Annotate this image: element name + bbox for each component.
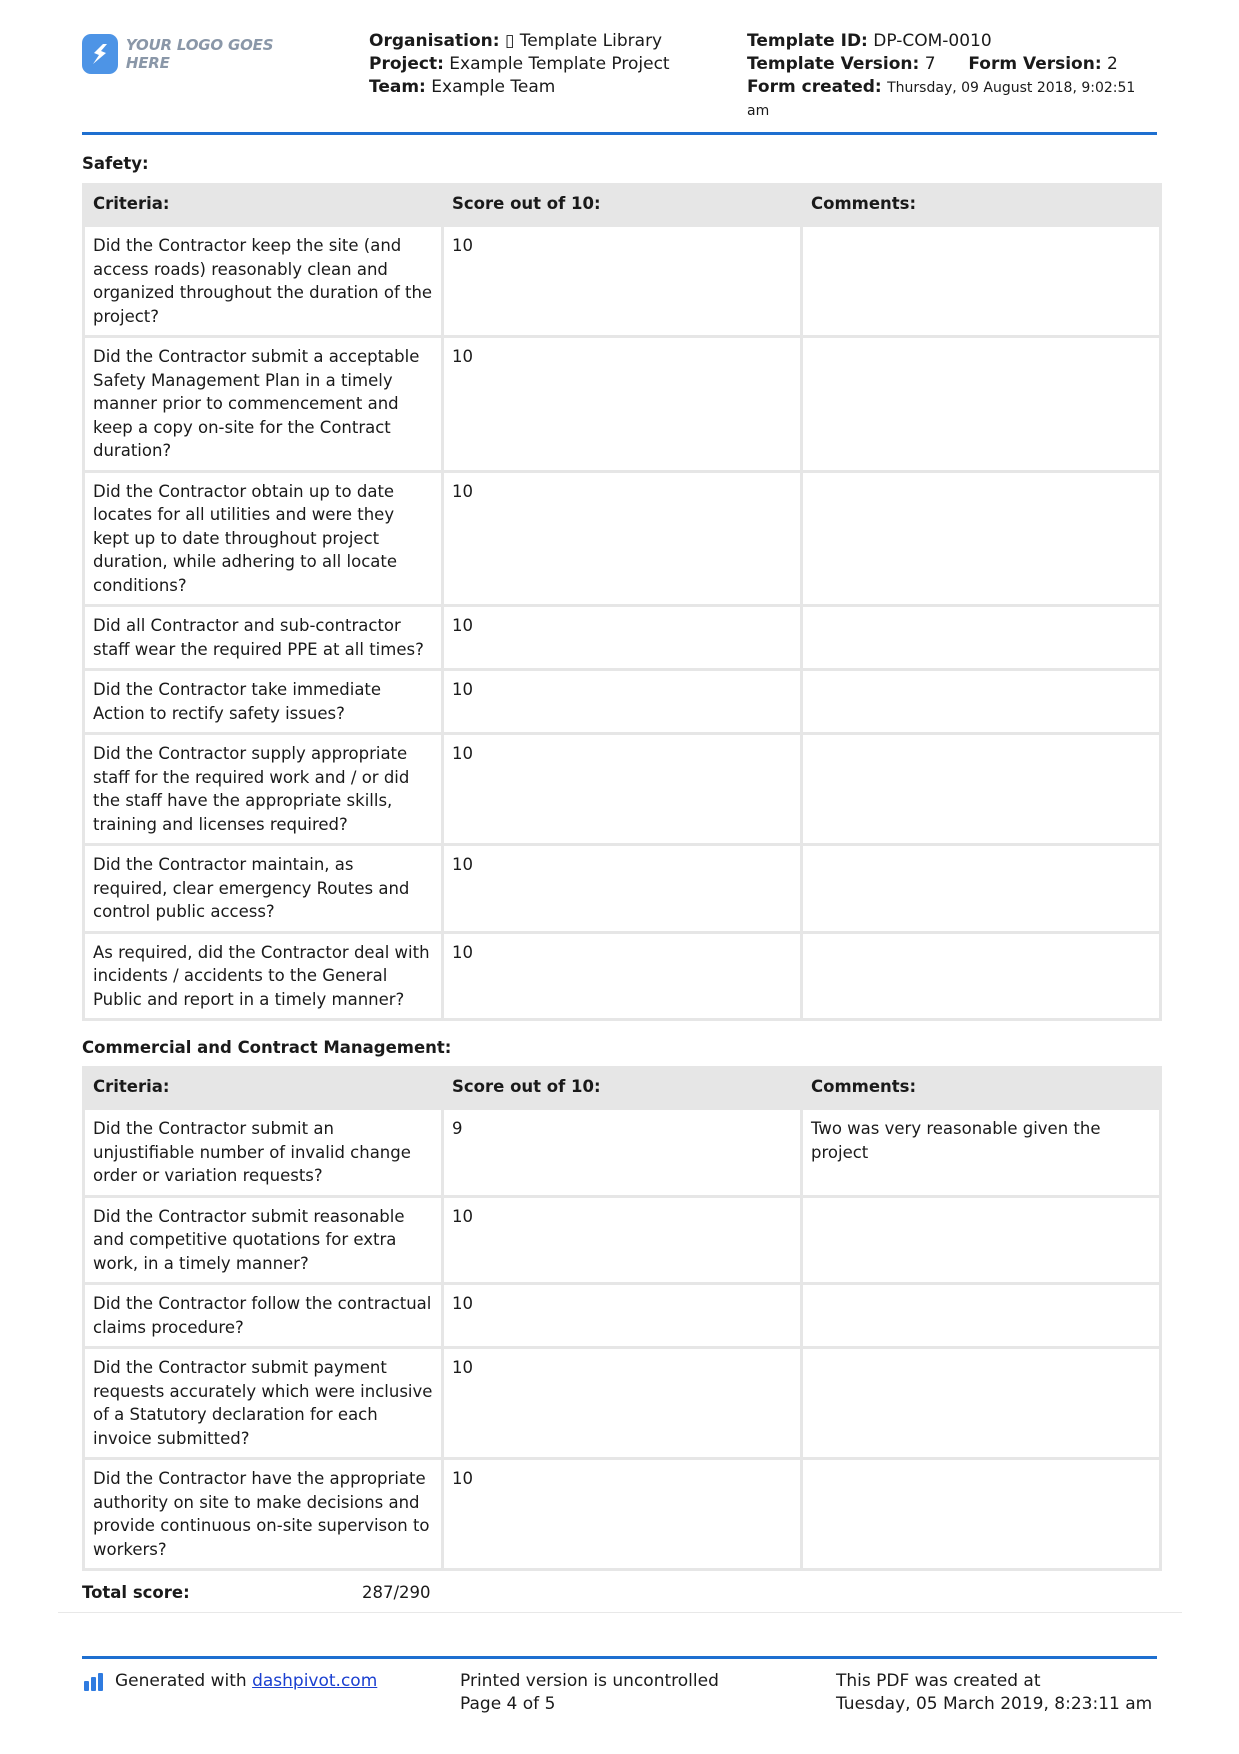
criteria-cell: Did all Contractor and sub-contractor staff wear the required PPE at all times? xyxy=(84,606,443,670)
project-label: Project: xyxy=(369,54,444,74)
score-header: Score out of 10: xyxy=(443,185,802,226)
score-cell: 10 xyxy=(443,1459,802,1570)
score-cell: 10 xyxy=(443,845,802,933)
score-cell: 10 xyxy=(443,1284,802,1348)
criteria-cell: Did the Contractor supply appropriate staff for the required work and / or did the staff have the appropriate skills, training and licenses required? xyxy=(84,734,443,845)
table-header-row xyxy=(84,185,1161,226)
table-row xyxy=(84,606,1161,670)
template-id-value: DP-COM-0010 xyxy=(873,31,992,51)
comment-cell xyxy=(802,471,1161,606)
comments-header: Comments: xyxy=(802,185,1161,226)
table-row xyxy=(84,734,1161,845)
table-row xyxy=(84,1284,1161,1348)
criteria-cell: Did the Contractor take immediate Action to rectify safety issues? xyxy=(84,670,443,734)
table-row xyxy=(84,932,1161,1020)
table-row xyxy=(84,1459,1161,1570)
form-created-value-cont: am xyxy=(747,103,770,119)
organisation-line xyxy=(369,30,670,53)
table-row xyxy=(84,226,1161,337)
total-score-value: 287/290 xyxy=(362,1583,431,1602)
comment-cell xyxy=(802,1284,1161,1348)
comment-cell xyxy=(802,606,1161,670)
commercial-table xyxy=(82,1066,1162,1571)
header-template-block xyxy=(747,30,1147,123)
form-created-label: Form created: xyxy=(747,77,882,97)
footer-created xyxy=(836,1670,1152,1716)
comments-header: Comments: xyxy=(802,1068,1161,1109)
template-id-label: Template ID: xyxy=(747,31,868,51)
footer-page-info xyxy=(460,1670,719,1716)
logo-icon xyxy=(82,34,118,74)
score-cell: 10 xyxy=(443,1348,802,1459)
form-created-value: Thursday, 09 August 2018, 9:02:51 xyxy=(887,80,1136,96)
project-value: Example Template Project xyxy=(449,54,670,74)
template-version-label: Template Version: xyxy=(747,54,920,74)
organisation-value: ▯ Template Library xyxy=(504,31,663,51)
safety-section-title: Safety: xyxy=(82,154,149,173)
criteria-cell: As required, did the Contractor deal with incidents / accidents to the General Public and report in a timely manner? xyxy=(84,932,443,1020)
criteria-cell: Did the Contractor follow the contractual claims procedure? xyxy=(84,1284,443,1348)
criteria-cell: Did the Contractor keep the site (and access roads) reasonably clean and organized throughout the duration of the project? xyxy=(84,226,443,337)
criteria-cell: Did the Contractor submit an unjustifiable number of invalid change order or variation requests? xyxy=(84,1109,443,1197)
uncontrolled-notice: Printed version is uncontrolled xyxy=(460,1671,719,1691)
score-cell: 10 xyxy=(443,1196,802,1284)
comment-cell xyxy=(802,845,1161,933)
form-version-label: Form Version: xyxy=(968,54,1102,74)
score-cell: 10 xyxy=(443,471,802,606)
comment-cell xyxy=(802,337,1161,472)
score-cell: 10 xyxy=(443,606,802,670)
dashpivot-icon xyxy=(84,1673,105,1691)
table-header-row xyxy=(84,1068,1161,1109)
table-row xyxy=(84,1109,1161,1197)
template-version-value: 7 xyxy=(924,54,936,74)
dashpivot-link[interactable]: dashpivot.com xyxy=(252,1671,378,1691)
score-header: Score out of 10: xyxy=(443,1068,802,1109)
pdf-created-label: This PDF was created at xyxy=(836,1671,1041,1691)
logo-text: YOUR LOGO GOES HERE xyxy=(125,36,274,72)
table-row xyxy=(84,670,1161,734)
score-cell: 10 xyxy=(443,337,802,472)
total-score-label: Total score: xyxy=(82,1583,190,1602)
content-end-divider xyxy=(58,1612,1182,1613)
organisation-label: Organisation: xyxy=(369,31,500,51)
criteria-header: Criteria: xyxy=(84,185,443,226)
comment-cell xyxy=(802,670,1161,734)
pdf-created-value: Tuesday, 05 March 2019, 8:23:11 am xyxy=(836,1694,1153,1714)
table-row xyxy=(84,1196,1161,1284)
template-id-line xyxy=(747,30,1147,53)
comment-cell xyxy=(802,226,1161,337)
page-number: Page 4 of 5 xyxy=(460,1694,556,1714)
criteria-cell: Did the Contractor submit reasonable and competitive quotations for extra work, in a timely manner? xyxy=(84,1196,443,1284)
criteria-cell: Did the Contractor submit payment requests accurately which were inclusive of a Statutory declaration for each invoice submitted? xyxy=(84,1348,443,1459)
project-line xyxy=(369,53,670,76)
header-divider xyxy=(82,132,1157,135)
criteria-cell: Did the Contractor submit a acceptable Safety Management Plan in a timely manner prior to commencement and keep a copy on-site for the Contract duration? xyxy=(84,337,443,472)
team-label: Team: xyxy=(369,77,426,97)
comment-cell xyxy=(802,1196,1161,1284)
version-line xyxy=(747,53,1147,76)
commercial-section-title: Commercial and Contract Management: xyxy=(82,1038,452,1057)
criteria-cell: Did the Contractor have the appropriate authority on site to make decisions and provide continuous on-site supervison to workers? xyxy=(84,1459,443,1570)
score-cell: 10 xyxy=(443,226,802,337)
criteria-cell: Did the Contractor obtain up to date locates for all utilities and were they kept up to date throughout project duration, while adhering to all locate conditions? xyxy=(84,471,443,606)
score-cell: 9 xyxy=(443,1109,802,1197)
form-created-line xyxy=(747,76,1147,100)
comment-cell xyxy=(802,734,1161,845)
footer-generated xyxy=(84,1670,377,1693)
safety-table xyxy=(82,183,1162,1021)
comment-cell: Two was very reasonable given the project xyxy=(802,1109,1161,1197)
comment-cell xyxy=(802,932,1161,1020)
header-organisation-block xyxy=(369,30,670,99)
form-version-value: 2 xyxy=(1107,54,1118,74)
company-logo xyxy=(82,32,302,76)
comment-cell xyxy=(802,1459,1161,1570)
score-cell: 10 xyxy=(443,734,802,845)
table-row xyxy=(84,337,1161,472)
table-row xyxy=(84,1348,1161,1459)
footer-divider xyxy=(82,1656,1157,1659)
comment-cell xyxy=(802,1348,1161,1459)
team-line xyxy=(369,76,670,99)
criteria-header: Criteria: xyxy=(84,1068,443,1109)
table-row xyxy=(84,845,1161,933)
score-cell: 10 xyxy=(443,932,802,1020)
total-score xyxy=(82,1583,482,1602)
score-cell: 10 xyxy=(443,670,802,734)
criteria-cell: Did the Contractor maintain, as required, clear emergency Routes and control public access? xyxy=(84,845,443,933)
table-row xyxy=(84,471,1161,606)
team-value: Example Team xyxy=(431,77,556,97)
generated-prefix: Generated with xyxy=(115,1671,247,1691)
